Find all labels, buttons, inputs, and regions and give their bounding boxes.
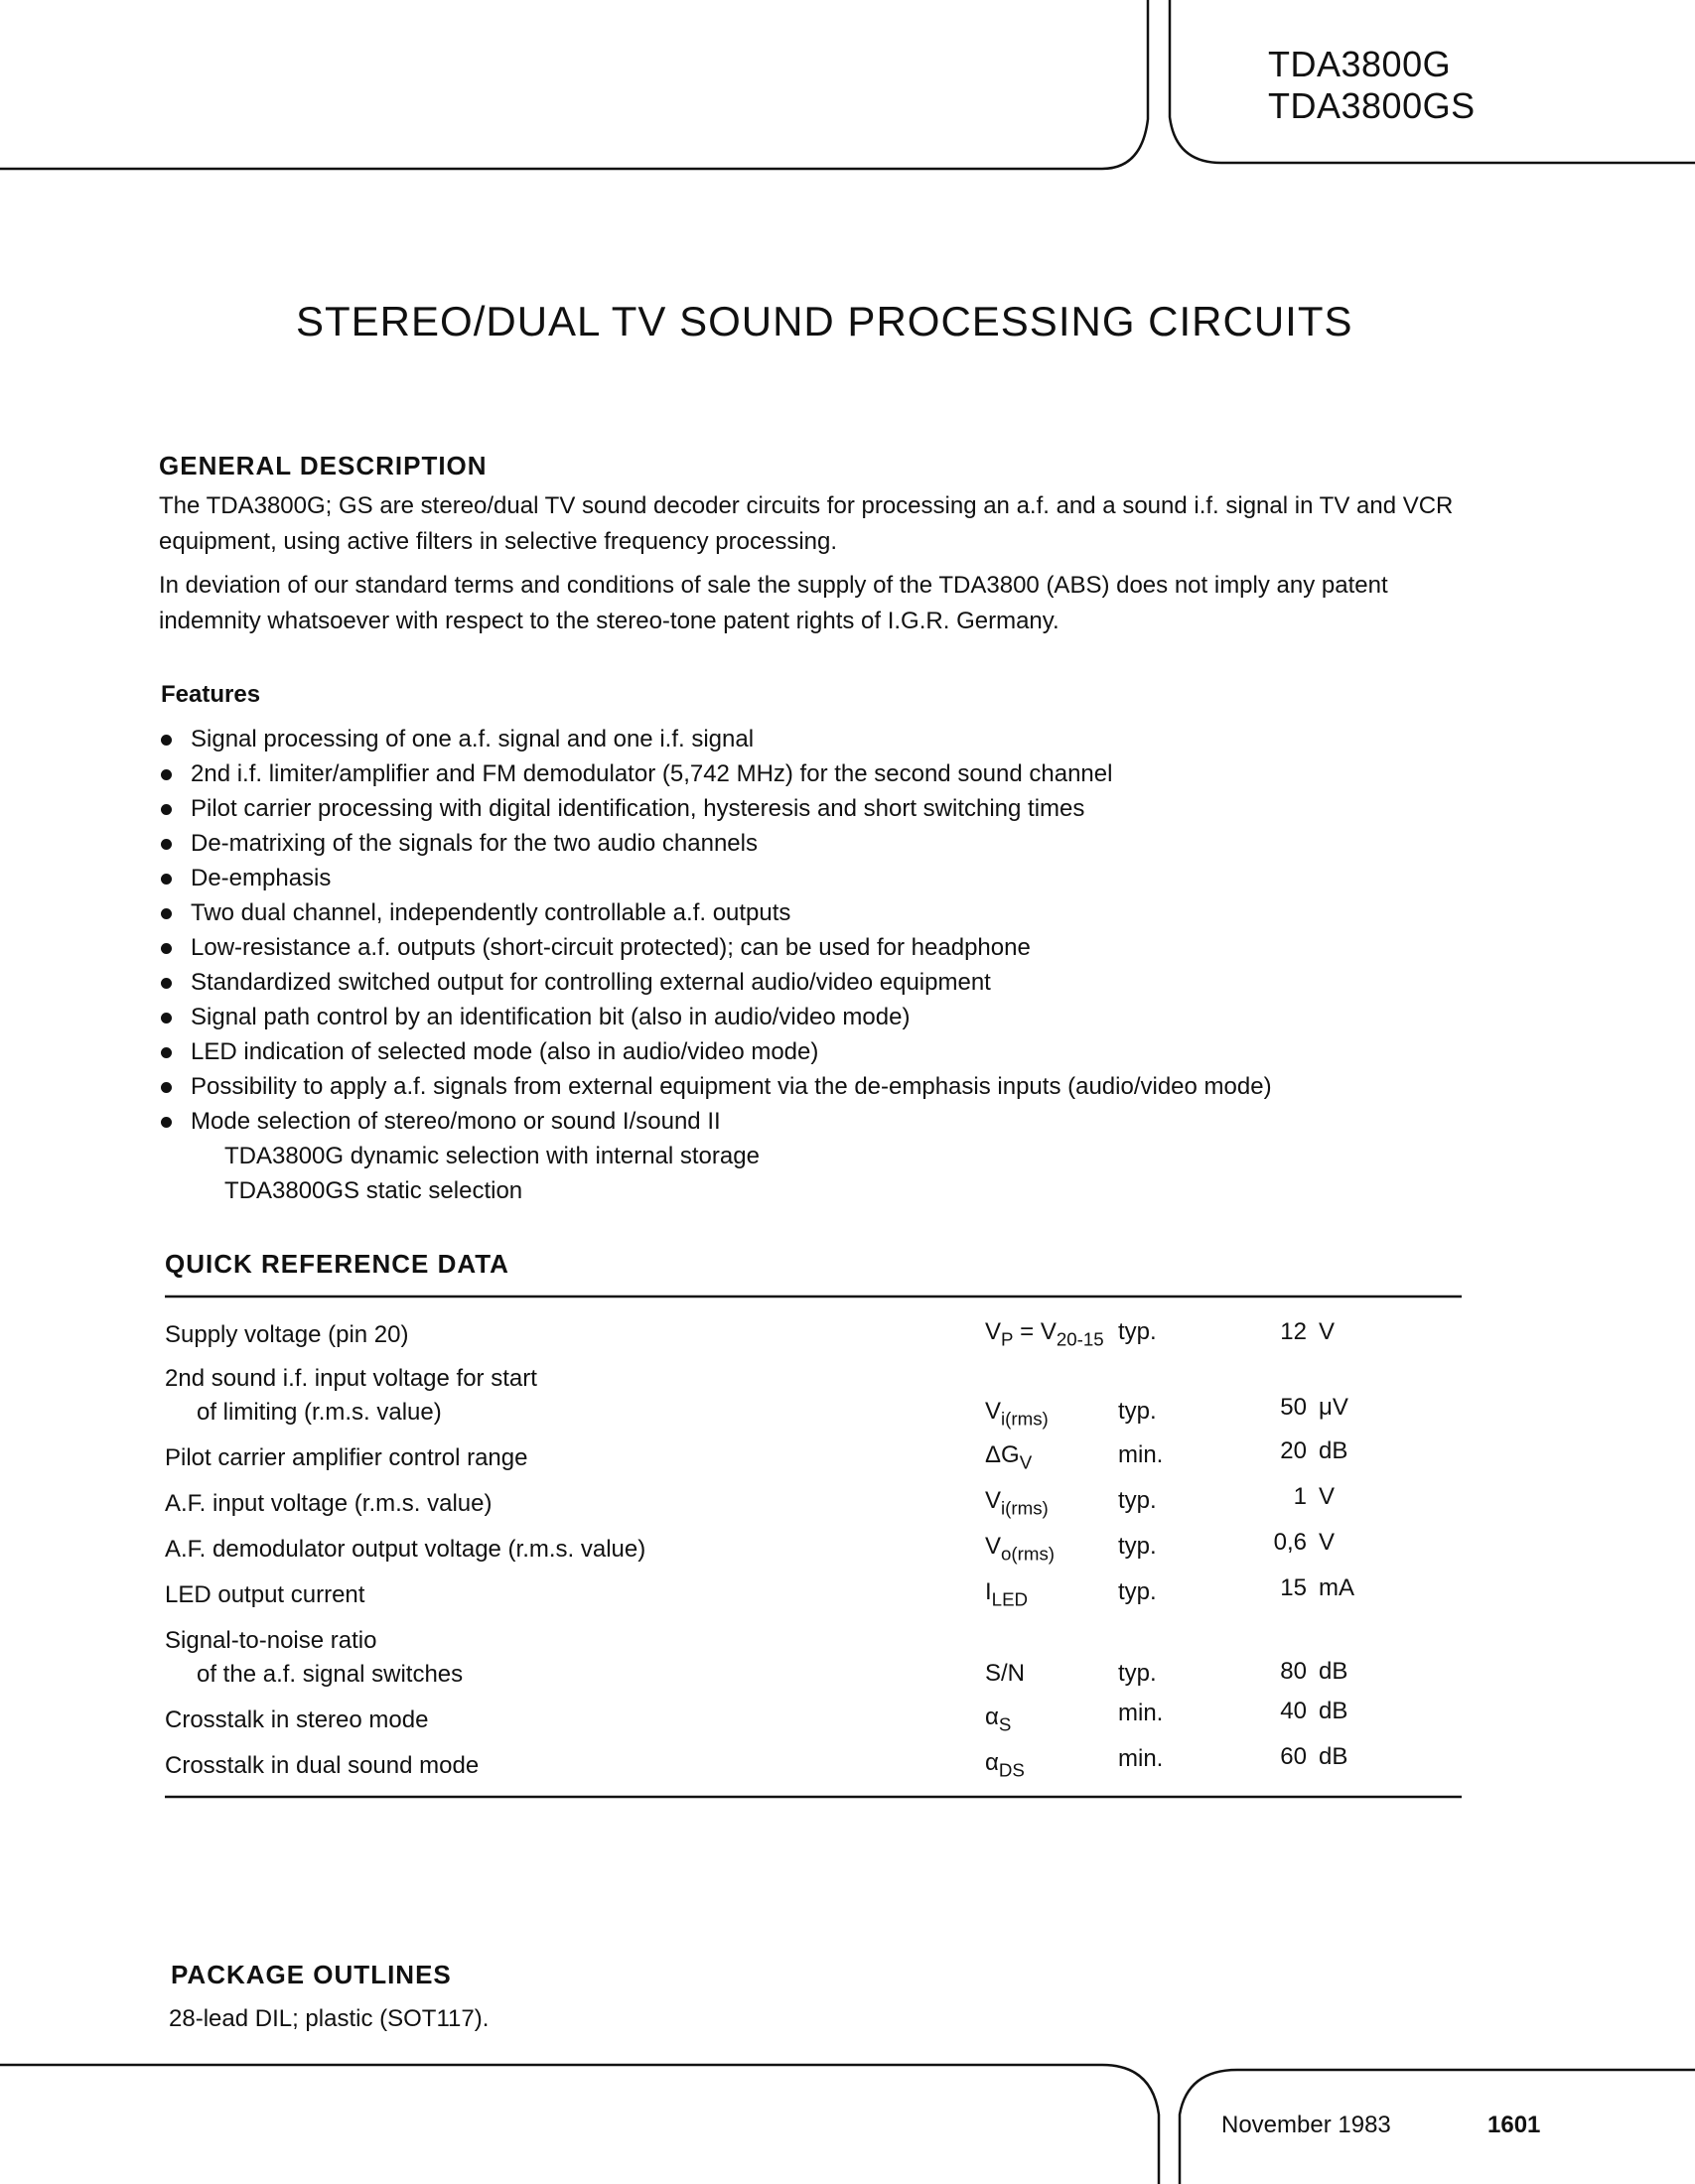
- condition: typ.: [1118, 1578, 1157, 1605]
- quick-reference-table: [165, 1310, 1466, 1787]
- unit: dB: [1319, 1658, 1348, 1685]
- bullet-icon: [161, 839, 172, 850]
- document-title: STEREO/DUAL TV SOUND PROCESSING CIRCUITS: [296, 298, 1353, 344]
- param-label: 2nd sound i.f. input voltage for start of limiting (r.m.s. value): [165, 1365, 537, 1426]
- package-outlines-text: 28-lead DIL; plastic (SOT117).: [169, 2005, 490, 2032]
- condition: typ.: [1118, 1533, 1157, 1560]
- feature-sub-item: TDA3800G dynamic selection with internal storage: [224, 1143, 760, 1169]
- feature-item: Pilot carrier processing with digital identification, hysteresis and short switching times: [159, 791, 1272, 826]
- feature-item: Signal path control by an identification bit (also in audio/video mode): [159, 1000, 1272, 1034]
- condition: typ.: [1118, 1660, 1157, 1687]
- value: 80: [1280, 1658, 1307, 1685]
- value: 0,6: [1273, 1529, 1307, 1556]
- feature-item: Signal processing of one a.f. signal and one i.f. signal: [159, 722, 1272, 756]
- condition: min.: [1118, 1441, 1164, 1468]
- param-label: Pilot carrier amplifier control range: [165, 1444, 528, 1471]
- condition: min.: [1118, 1700, 1164, 1726]
- general-description-paragraph: In deviation of our standard terms and conditions of sale the supply of the TDA3800 (ABS) does not imply any patent indemnity whatsoever with respect to the stereo-tone patent rights of I.G.R. Germany.: [159, 572, 1388, 634]
- unit: mA: [1319, 1574, 1354, 1601]
- bullet-icon: [161, 769, 172, 780]
- bullet-icon: [161, 1013, 172, 1024]
- symbol: $\Delta G_V$: [985, 1441, 1033, 1473]
- symbol: $\alpha_{DS}$: [985, 1749, 1025, 1781]
- page-number: 1601: [1487, 2112, 1541, 2138]
- unit: dB: [1319, 1698, 1348, 1724]
- unit: V: [1319, 1483, 1336, 1510]
- bullet-icon: [161, 874, 172, 885]
- value: 50: [1280, 1394, 1307, 1421]
- unit: μV: [1319, 1394, 1348, 1421]
- unit: V: [1319, 1529, 1336, 1556]
- feature-item: LED indication of selected mode (also in audio/video mode): [159, 1034, 1272, 1069]
- condition: typ.: [1118, 1487, 1157, 1514]
- unit: V: [1319, 1318, 1336, 1345]
- condition: min.: [1118, 1745, 1164, 1772]
- value: 20: [1280, 1437, 1307, 1464]
- value: 12: [1280, 1318, 1307, 1345]
- features-list: [159, 722, 1272, 1208]
- part-number: TDA3800G: [1268, 44, 1452, 84]
- param-label: A.F. input voltage (r.m.s. value): [165, 1490, 493, 1517]
- general-description-paragraph: The TDA3800G; GS are stereo/dual TV sound decoder circuits for processing an a.f. and a sound i.f. signal in TV and VCR equipment, using active filters in selective frequency processing.: [159, 492, 1454, 555]
- symbol: $V_{i(rms)}$: [985, 1398, 1049, 1430]
- symbol: S/N: [985, 1660, 1026, 1687]
- feature-item: Two dual channel, independently controllable a.f. outputs: [159, 895, 1272, 930]
- bullet-icon: [161, 978, 172, 989]
- footer-date: November 1983: [1221, 2112, 1391, 2138]
- symbol: $V_{i(rms)}$: [985, 1487, 1049, 1519]
- feature-item: Possibility to apply a.f. signals from external equipment via the de-emphasis inputs (audio/video mode): [159, 1069, 1272, 1104]
- feature-item: Mode selection of stereo/mono or sound I/sound II: [159, 1104, 1272, 1139]
- feature-item: Low-resistance a.f. outputs (short-circuit protected); can be used for headphone: [159, 930, 1272, 965]
- bullet-icon: [161, 1117, 172, 1128]
- condition: typ.: [1118, 1318, 1157, 1345]
- bullet-icon: [161, 1047, 172, 1058]
- bullet-icon: [161, 735, 172, 746]
- feature-sub-item: TDA3800GS static selection: [224, 1177, 523, 1204]
- param-label: Supply voltage (pin 20): [165, 1321, 409, 1348]
- package-outlines-heading: PACKAGE OUTLINES: [171, 1960, 452, 1989]
- feature-item: De-emphasis: [159, 861, 1272, 895]
- symbol: $I_{LED}$: [985, 1578, 1029, 1610]
- unit: dB: [1319, 1437, 1348, 1464]
- value: 60: [1280, 1743, 1307, 1770]
- bullet-icon: [161, 908, 172, 919]
- part-number-header: [1268, 44, 1476, 127]
- unit: dB: [1319, 1743, 1348, 1770]
- bullet-icon: [161, 804, 172, 815]
- param-label: LED output current: [165, 1581, 365, 1608]
- condition: typ.: [1118, 1398, 1157, 1425]
- param-label: Crosstalk in dual sound mode: [165, 1752, 480, 1779]
- quick-reference-heading: QUICK REFERENCE DATA: [165, 1249, 509, 1279]
- bullet-icon: [161, 943, 172, 954]
- bullet-icon: [161, 1082, 172, 1093]
- value: 40: [1280, 1698, 1307, 1724]
- feature-item: Standardized switched output for controlling external audio/video equipment: [159, 965, 1272, 1000]
- value: 15: [1280, 1574, 1307, 1601]
- feature-item: 2nd i.f. limiter/amplifier and FM demodulator (5,742 MHz) for the second sound channel: [159, 756, 1272, 791]
- param-label: Signal-to-noise ratio of the a.f. signal switches: [165, 1627, 464, 1688]
- features-heading: Features: [161, 681, 261, 708]
- param-label: A.F. demodulator output voltage (r.m.s. value): [165, 1536, 646, 1563]
- symbol: $\alpha_S$: [985, 1704, 1012, 1735]
- feature-item: De-matrixing of the signals for the two audio channels: [159, 826, 1272, 861]
- symbol: $V_P = V_{20-15}$: [985, 1318, 1104, 1350]
- part-number: TDA3800GS: [1268, 85, 1476, 126]
- symbol: $V_{o(rms)}$: [985, 1533, 1056, 1565]
- value: 1: [1293, 1483, 1307, 1510]
- general-description-heading: GENERAL DESCRIPTION: [159, 451, 488, 480]
- param-label: Crosstalk in stereo mode: [165, 1706, 429, 1733]
